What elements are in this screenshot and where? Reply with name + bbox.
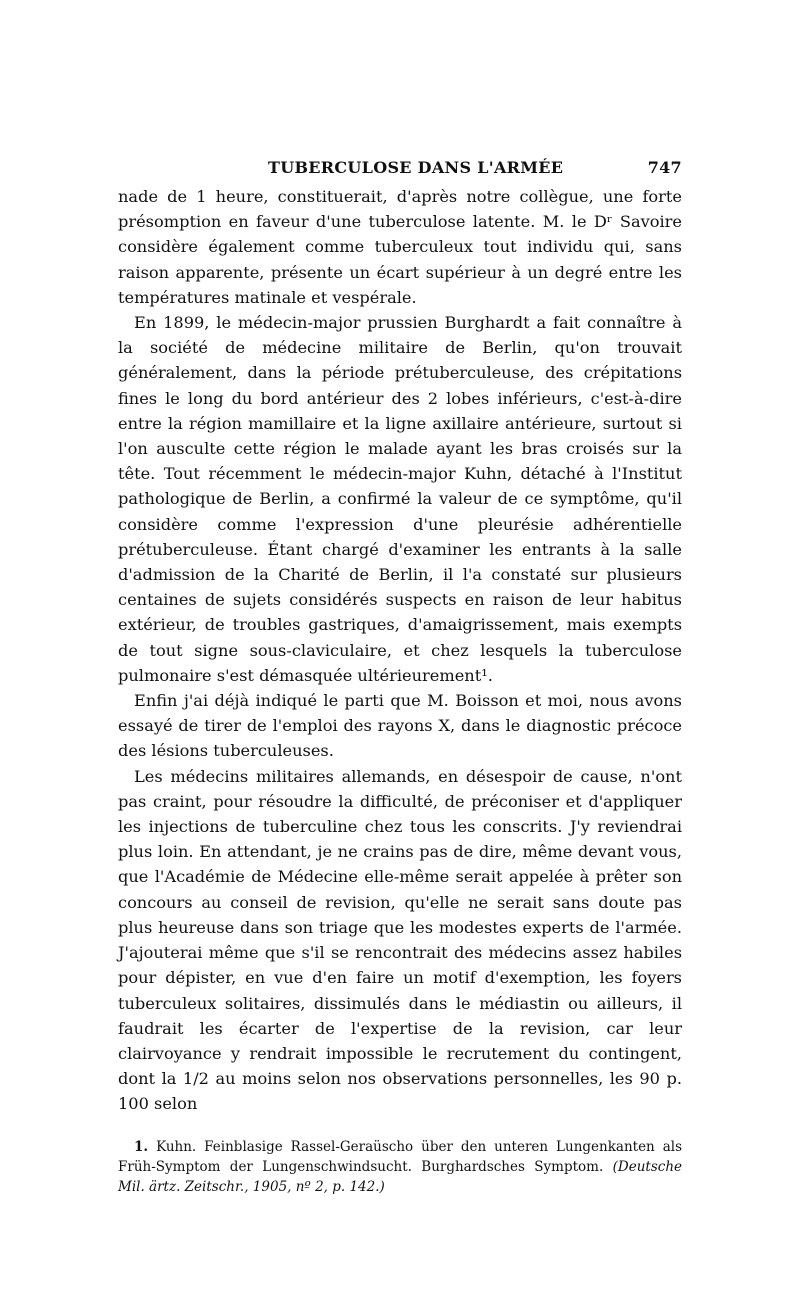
footnote: [118, 1137, 682, 1197]
running-header: [118, 158, 682, 182]
footnotes: [118, 1137, 682, 1197]
running-title: TUBERCULOSE DANS L'ARMÉE: [268, 158, 564, 177]
document-page: [118, 158, 682, 1197]
paragraph: En 1899, le médecin-major prussien Burghardt a fait connaître à la société de médecine militaire de Berlin, qu'on trouvait généralement, dans la période prétuberculeuse, des crépitations fines le long du bord antérieur des 2 lobes inférieurs, c'est-à-dire entre la région mamillaire et la ligne axillaire antérieure, surtout si l'on ausculte cette région le malade ayant les bras croisés sur la tête. Tout récemment le médecin-major Kuhn, détaché à l'Institut pathologique de Berlin, a confirmé la valeur de ce symptôme, qu'il considère comme l'expression d'une pleurésie adhérentielle prétuberculeuse. Étant chargé d'examiner les entrants à la salle d'admission de la Charité de Berlin, il l'a constaté sur plusieurs centaines de sujets considérés suspects en raison de leur habitus extérieur, de troubles gastriques, d'amaigrissement, mais exempts de tout signe sous-claviculaire, et chez lesquels la tuberculose pulmonaire s'est démasquée ultérieurement¹.: [118, 313, 682, 685]
paragraph: Les médecins militaires allemands, en désespoir de cause, n'ont pas craint, pour résoudre la difficulté, de préconiser et d'appliquer les injections de tuberculine chez tous les conscrits. J'y reviendrai plus loin. En attendant, je ne crains pas de dire, même devant vous, que l'Académie de Médecine elle-même serait appelée à prêter son concours au conseil de revision, qu'elle ne serait sans doute pas plus heureuse dans son triage que les modestes experts de l'armée. J'ajouterai même que s'il se rencontrait des médecins assez habiles pour dépister, en vue d'en faire un motif d'exemption, les foyers tuberculeux solitaires, dissimulés dans le médiastin ou ailleurs, il faudrait les écarter de l'expertise de la revision, car leur clairvoyance y rendrait impossible le recrutement du contingent, dont la 1/2 au moins selon nos observations personnelles, les 90 p. 100 selon: [118, 766, 682, 1114]
footnote-text: Kuhn. Feinblasige Rassel-Geraüscho über den unteren Lungenkanten als Früh-Symptom der Lungenschwindsucht. Burghardsches Symptom.: [118, 1138, 682, 1175]
footnote-source: (Deutsche Mil. ärtz. Zeitschr., 1905, nº 2, p. 142.): [118, 1158, 682, 1195]
footnote-number: 1.: [134, 1138, 149, 1155]
paragraph: Enfin j'ai déjà indiqué le parti que M. Boisson et moi, nous avons essayé de tirer de l'emploi des rayons X, dans le diagnostic précoce des lésions tuberculeuses.: [118, 691, 682, 761]
page-number: 747: [647, 158, 682, 177]
paragraph: nade de 1 heure, constituerait, d'après notre collègue, une forte présomption en faveur d'une tuberculose latente. M. le Dʳ Savoire considère également comme tuberculeux tout individu qui, sans raison apparente, présente un écart supérieur à un degré entre les températures matinale et vespérale.: [118, 187, 682, 307]
body-text: [118, 184, 682, 1117]
